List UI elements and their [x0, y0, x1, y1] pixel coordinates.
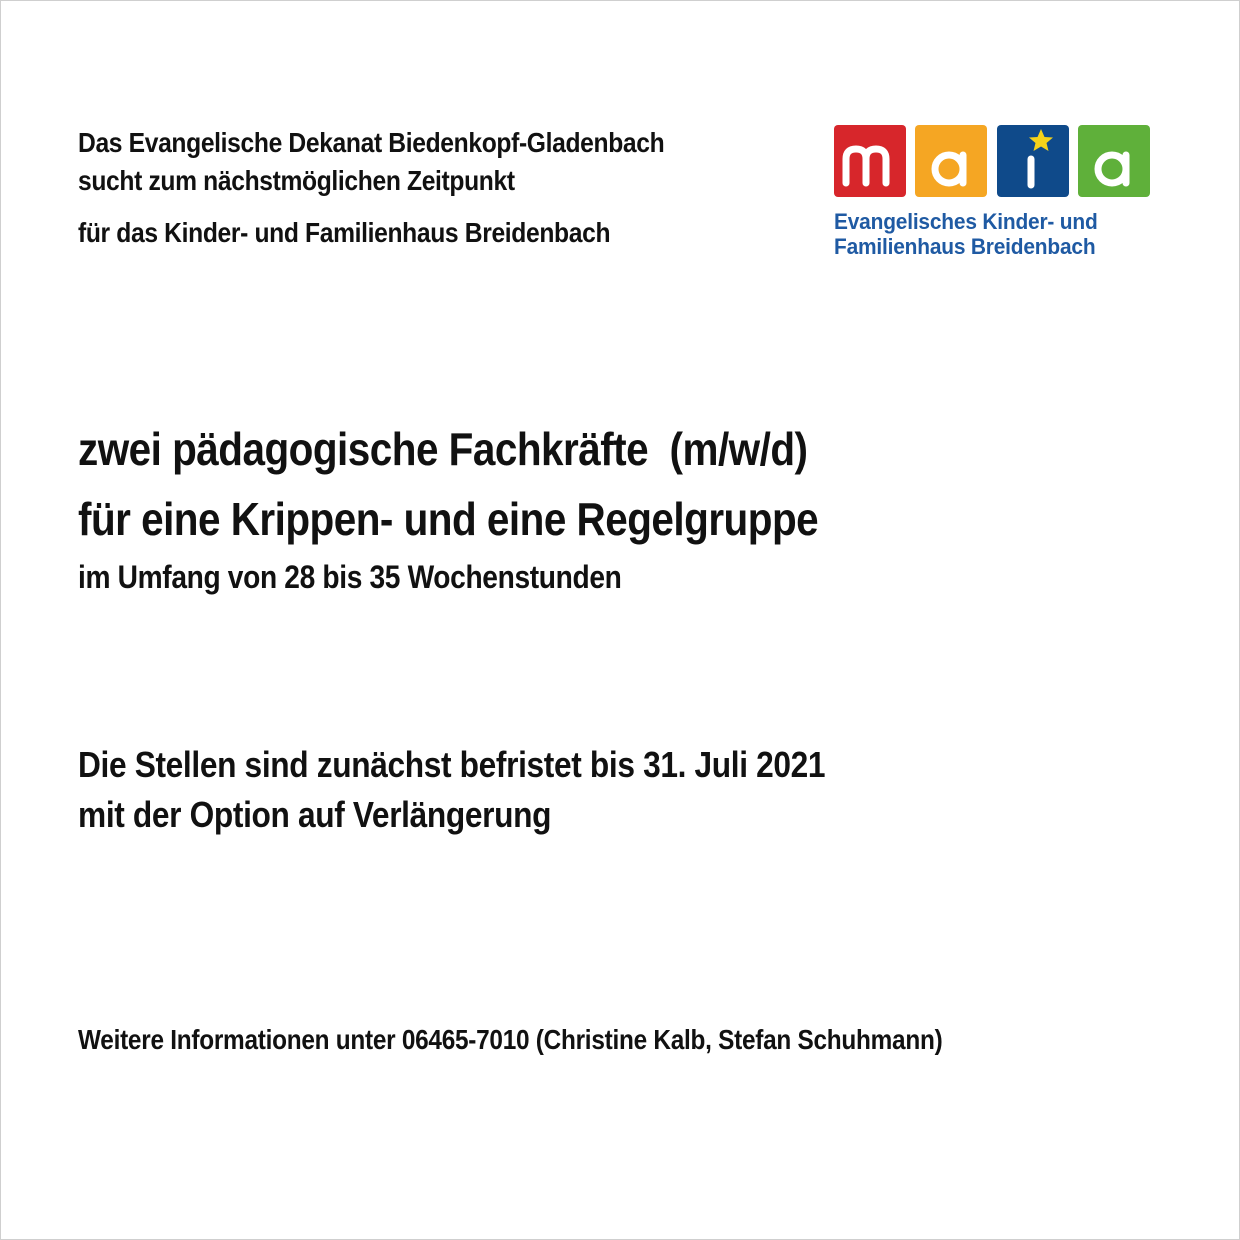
contract-extension: mit der Option auf Verlängerung [78, 794, 552, 835]
job-title-line2: für eine Krippen- und eine Regelgruppe [78, 493, 819, 545]
logo-tile-m [834, 125, 906, 197]
job-title-line1: zwei pädagogische Fachkräfte (m/w/d) [78, 423, 808, 475]
logo-tile-a-second [1078, 125, 1150, 197]
maia-logo [834, 125, 1154, 265]
header-line-facility: für das Kinder- und Familienhaus Breidenbach [78, 217, 611, 248]
header-line-deanery: Das Evangelische Dekanat Biedenkopf-Gladenbach [78, 127, 665, 158]
job-title-block [78, 414, 1178, 598]
logo-tile-i [997, 125, 1069, 197]
logo-tiles [834, 125, 1154, 197]
logo-caption-line2: Familienhaus Breidenbach [834, 234, 1096, 259]
job-hours: im Umfang von 28 bis 35 Wochenstunden [78, 559, 622, 595]
logo-tile-a-first [915, 125, 987, 197]
contract-block [78, 740, 1078, 840]
header-line-search: sucht zum nächstmöglichen Zeitpunkt [78, 165, 515, 196]
logo-caption [834, 209, 1148, 259]
header-block [78, 124, 798, 252]
contact-info: Weitere Informationen unter 06465-7010 (Christine Kalb, Stefan Schuhmann) [78, 1024, 943, 1055]
contract-term: Die Stellen sind zunächst befristet bis 31. Juli 2021 [78, 744, 826, 785]
logo-caption-line1: Evangelisches Kinder- und [834, 209, 1098, 234]
